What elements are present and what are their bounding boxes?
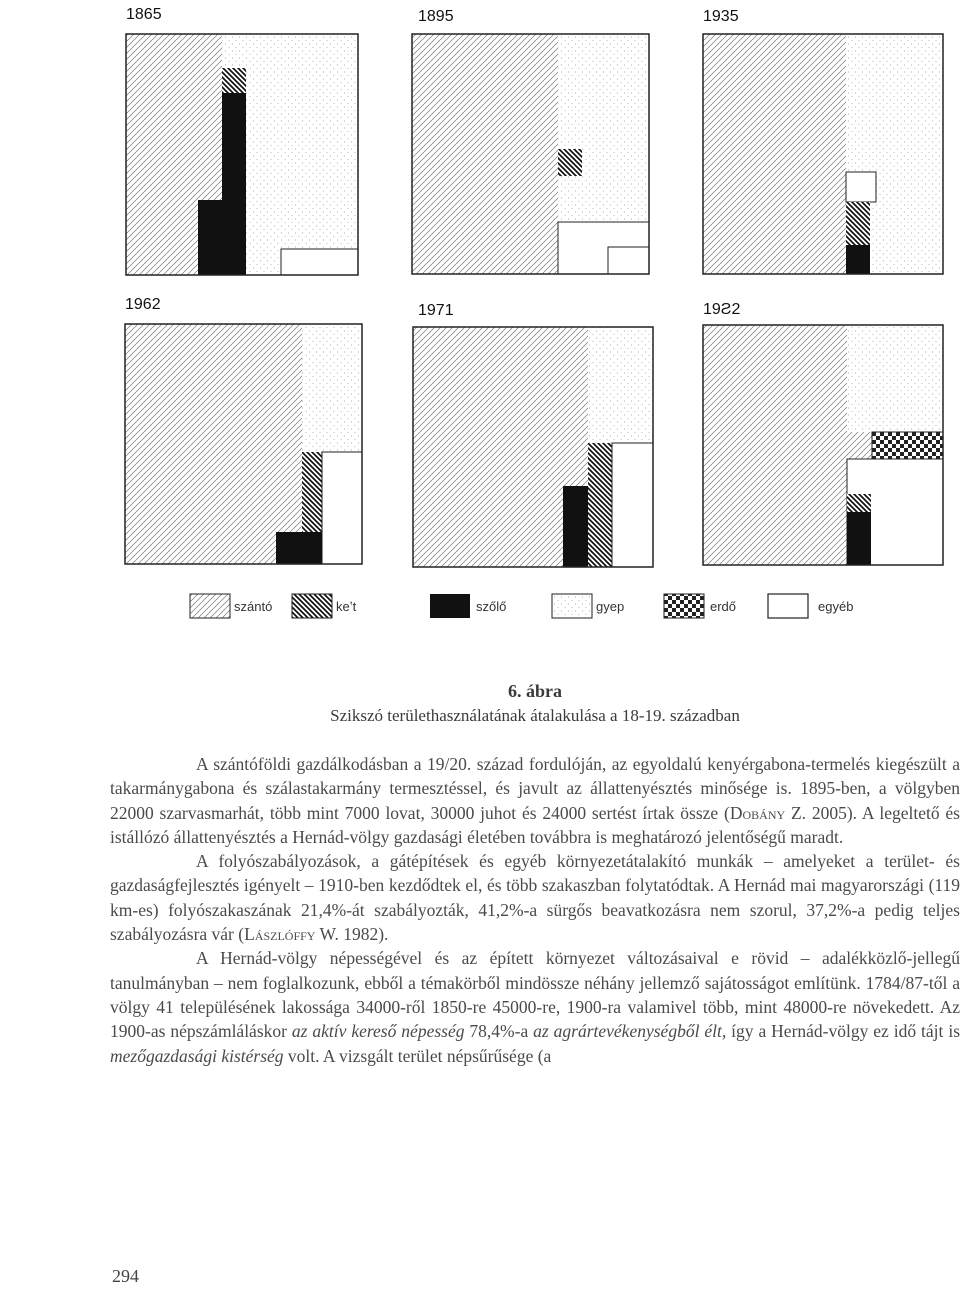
chart-1895-kert [558,149,582,176]
chart-year-1935: 1935 [703,8,739,25]
chart-1865-szolo-lower [198,200,224,275]
chart-1935-szolo [846,245,870,274]
legend-swatch-szolo [430,594,470,618]
p3-emphasis-2: az agrártevékenységből élt, [533,1021,727,1042]
chart-1962-szolo [276,532,322,564]
chart-1962-egyeb [322,452,362,564]
body-text [110,752,960,1068]
chart-1865 [126,34,358,275]
p3-text-c: így a Hernád-völgy ez idő tájt is [726,1021,960,1042]
legend-swatch-erdo [664,594,704,618]
chart-1935-kert [846,202,870,245]
p3-emphasis-3: mezőgazdasági kistérség [110,1045,284,1066]
chart-1935 [703,34,943,274]
citation-author-laszloffy: Lászlóffy [244,924,316,945]
chart-1992-gyep [847,325,943,432]
legend-label-kert: keʽt [336,599,357,614]
chart-1962 [125,324,362,564]
figure-caption: Szikszó területhasználatának átalakulása a 18-19. században [330,706,740,725]
p3-text-a: A Hernád-völgy népességével és az épített környezet változásaival e rövid – adalékközlő-jellegű tanulmányban – nem foglalkozunk, ebből a témakörből mindössze néhány jellemző sajátosságot említünk. 1784/87-től a völgy 41 településének lakossága 34000-ről 1850-re 45000-re, 1900-ra valamivel több, mint 48000-re növekedett. Az 1900-as népszámláláskor [110,948,960,1042]
chart-1992-szolo [847,512,871,565]
chart-1935-egyeb [846,172,876,202]
legend-label-erdo: erdő [710,599,737,614]
chart-year-1895: 1895 [418,8,454,25]
chart-1992 [703,325,943,565]
chart-1962-kert [302,452,324,542]
chart-year-1992: 19Ƨ2 [703,301,741,318]
paragraph-2 [110,849,960,946]
land-use-figure [0,0,960,640]
p3-text-b: 78,4%-a [464,1021,534,1042]
chart-1992-erdo [872,432,943,459]
chart-year-1971: 1971 [418,302,454,319]
chart-1895 [412,34,649,274]
legend-label-egyeb: egyéb [818,599,854,614]
legend-label-gyep: gyep [596,599,625,614]
legend-label-szanto: szántó [234,599,273,614]
chart-1971 [413,327,653,567]
chart-1992-kert [847,494,871,512]
p2-text-b: W. 1982). [315,924,389,945]
legend-label-szolo: szőlő [476,599,507,614]
p1-text-a: A szántóföldi gazdálkodásban a 19/20. század fordulóján, az egyoldalú kenyérgabona-termelés kiegészült a takarmánygabona és szálastakarmány termesztéssel, és javult az állattenyésztés minősége is. 1895-ben, a völgyben 22000 szarvasmarhát, több mint 7000 lovat, 30000 juhot és 24000 sertést írtak össze ( [110,754,960,823]
chart-1971-szolo [563,486,589,567]
chart-year-1962: 1962 [125,296,161,313]
paragraph-3 [110,946,960,1067]
legend-swatch-egyeb [768,594,808,618]
legend [190,594,853,618]
legend-swatch-szanto [190,594,230,618]
p2-text-a: A folyószabályozások, a gátépítések és egyéb környezetátalakító munkák – amelyeket a terület- és gazdaságfejlesztés igényelt – 1910-ben kezdődtek el, és több szakaszban folytatódtak. A Hernád mai magyarországi (119 km-es) folyószakaszának 21,4%-át szabályozták, 41,2%-a sürgős beavatkozásra nem szorul, 37,2%-a pedig teljes szabályozásra vár ( [110,851,960,945]
chart-1971-egyeb [612,443,653,567]
p3-emphasis-1: az aktív kereső népesség [291,1021,465,1042]
p1-text-b: Z. 2005). A legeltető és istállózó állattenyésztés a Hernád-völgy gazdasági életében továbbra is meghatározó jelentőségű maradt. [110,802,960,847]
legend-swatch-gyep [552,594,592,618]
chart-1865-szolo-upper [222,93,246,275]
figure-number: 6. ábra [508,681,562,701]
chart-1865-egyeb [281,249,358,275]
p3-text-d: volt. A vizsgált terület népsűrűsége (a [283,1045,552,1066]
chart-1895-egyeb-2 [608,247,649,274]
chart-1865-kert [222,68,246,94]
paragraph-1 [110,752,960,849]
chart-year-1865: 1865 [126,6,162,23]
citation-author-dobany: Dobány [729,802,786,823]
chart-1971-kert [588,443,612,567]
page-number: 294 [112,1266,139,1286]
legend-swatch-kert [292,594,332,618]
